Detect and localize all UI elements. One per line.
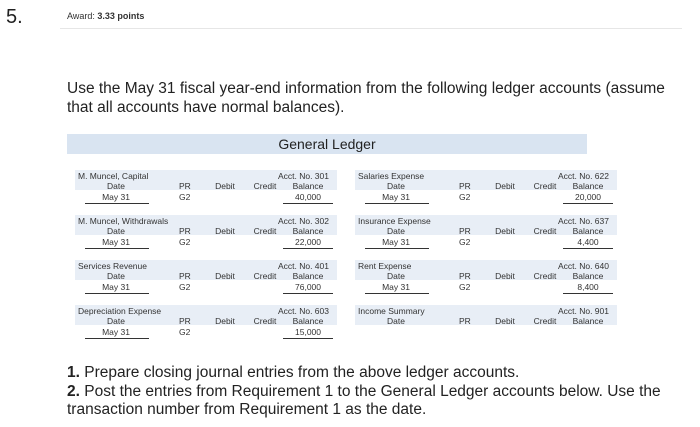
ledger-account	[75, 260, 337, 300]
entry-pr: G2	[459, 237, 471, 247]
column-header-date: Date	[107, 271, 125, 281]
entry-balance: 76,000	[295, 282, 321, 292]
date-underline	[365, 203, 429, 204]
column-header-debit: Debit	[495, 316, 515, 326]
column-header-balance: Balance	[292, 181, 324, 191]
column-header-debit: Debit	[495, 181, 515, 191]
account-name: Depreciation Expense	[78, 306, 162, 316]
entry-date: May 31	[382, 237, 410, 247]
award-label-text: Award:	[67, 11, 95, 21]
entry-date: May 31	[382, 192, 410, 202]
question-intro: Use the May 31 fiscal year-end information from the following ledger accounts (assume that all accounts have normal balances).	[67, 80, 665, 116]
entry-pr: G2	[179, 282, 191, 292]
ledger-account	[355, 170, 617, 210]
column-header-balance: Balance	[572, 316, 604, 326]
requirement-1	[67, 364, 677, 383]
column-header-credit: Credit	[533, 271, 557, 281]
entry-date: May 31	[102, 237, 130, 247]
award-label	[67, 11, 144, 21]
header-divider	[60, 28, 682, 29]
date-underline	[85, 338, 149, 339]
entry-date: May 31	[102, 282, 130, 292]
column-header-debit: Debit	[215, 226, 235, 236]
column-header-balance: Balance	[292, 226, 324, 236]
column-header-debit: Debit	[215, 316, 235, 326]
balance-underline	[563, 203, 613, 204]
entry-pr: G2	[179, 192, 191, 202]
balance-underline	[563, 293, 613, 294]
balance-underline	[563, 248, 613, 249]
entry-pr: G2	[179, 327, 191, 337]
entry-balance: 20,000	[575, 192, 601, 202]
entry-date: May 31	[382, 282, 410, 292]
column-header-pr: PR	[179, 181, 191, 191]
column-header-debit: Debit	[495, 271, 515, 281]
entry-balance: 40,000	[295, 192, 321, 202]
column-header-date: Date	[107, 181, 125, 191]
column-header-balance: Balance	[292, 271, 324, 281]
account-number: Acct. No. 302	[277, 216, 329, 226]
account-number: Acct. No. 637	[557, 216, 609, 226]
column-header-pr: PR	[179, 316, 191, 326]
date-underline	[85, 293, 149, 294]
account-number: Acct. No. 301	[277, 171, 329, 181]
date-underline	[85, 248, 149, 249]
requirement-1-text: Prepare closing journal entries from the above ledger accounts.	[84, 364, 520, 381]
date-underline	[365, 248, 429, 249]
account-number: Acct. No. 401	[277, 261, 329, 271]
balance-underline	[283, 203, 333, 204]
column-header-date: Date	[387, 316, 405, 326]
column-header-balance: Balance	[572, 181, 604, 191]
entry-date: May 31	[102, 327, 130, 337]
ledger-account	[355, 215, 617, 255]
column-header-pr: PR	[179, 226, 191, 236]
general-ledger-title: General Ledger	[67, 134, 587, 154]
column-header-pr: PR	[459, 316, 471, 326]
date-underline	[365, 293, 429, 294]
account-name: Insurance Expense	[358, 216, 431, 226]
column-header-date: Date	[107, 226, 125, 236]
question-number: 5.	[6, 6, 23, 28]
requirement-2-text: Post the entries from Requirement 1 to the General Ledger accounts below. Use the transaction number from Requirement 1 as the date.	[67, 382, 661, 418]
column-header-credit: Credit	[253, 181, 277, 191]
ledger-account	[355, 260, 617, 300]
requirement-2-number: 2.	[67, 382, 80, 400]
column-header-date: Date	[387, 226, 405, 236]
ledger-account	[75, 305, 337, 345]
column-header-credit: Credit	[533, 181, 557, 191]
date-underline	[85, 203, 149, 204]
requirement-2	[67, 383, 677, 420]
entry-pr: G2	[459, 282, 471, 292]
column-header-pr: PR	[179, 271, 191, 281]
account-name: Rent Expense	[358, 261, 412, 271]
balance-underline	[283, 248, 333, 249]
column-header-credit: Credit	[533, 316, 557, 326]
account-number: Acct. No. 640	[557, 261, 609, 271]
entry-balance: 15,000	[295, 327, 321, 337]
ledger-account	[355, 305, 617, 345]
column-header-debit: Debit	[215, 181, 235, 191]
account-number: Acct. No. 603	[277, 306, 329, 316]
entry-balance: 4,400	[577, 237, 599, 247]
entry-balance: 8,400	[577, 282, 599, 292]
account-number: Acct. No. 622	[557, 171, 609, 181]
column-header-pr: PR	[459, 271, 471, 281]
column-header-balance: Balance	[572, 226, 604, 236]
column-header-balance: Balance	[292, 316, 324, 326]
entry-balance: 22,000	[295, 237, 321, 247]
column-header-pr: PR	[459, 181, 471, 191]
requirements	[67, 364, 677, 420]
account-name: M. Muncel, Capital	[78, 171, 149, 181]
entry-pr: G2	[459, 192, 471, 202]
column-header-pr: PR	[459, 226, 471, 236]
ledger-account	[75, 215, 337, 255]
column-header-balance: Balance	[572, 271, 604, 281]
column-header-date: Date	[387, 181, 405, 191]
entry-date: May 31	[102, 192, 130, 202]
balance-underline	[283, 293, 333, 294]
account-number: Acct. No. 901	[557, 306, 609, 316]
column-header-credit: Credit	[533, 226, 557, 236]
column-header-debit: Debit	[215, 271, 235, 281]
account-name: Services Revenue	[78, 261, 147, 271]
balance-underline	[283, 338, 333, 339]
award-points: 3.33 points	[97, 11, 145, 21]
account-name: Income Summary	[358, 306, 425, 316]
account-name: Salaries Expense	[358, 171, 425, 181]
column-header-credit: Credit	[253, 316, 277, 326]
column-header-date: Date	[107, 316, 125, 326]
requirement-1-number: 1.	[67, 364, 80, 381]
column-header-date: Date	[387, 271, 405, 281]
entry-pr: G2	[179, 237, 191, 247]
account-name: M. Muncel, Withdrawals	[78, 216, 169, 226]
ledger-account	[75, 170, 337, 210]
column-header-credit: Credit	[253, 271, 277, 281]
column-header-credit: Credit	[253, 226, 277, 236]
column-header-debit: Debit	[495, 226, 515, 236]
